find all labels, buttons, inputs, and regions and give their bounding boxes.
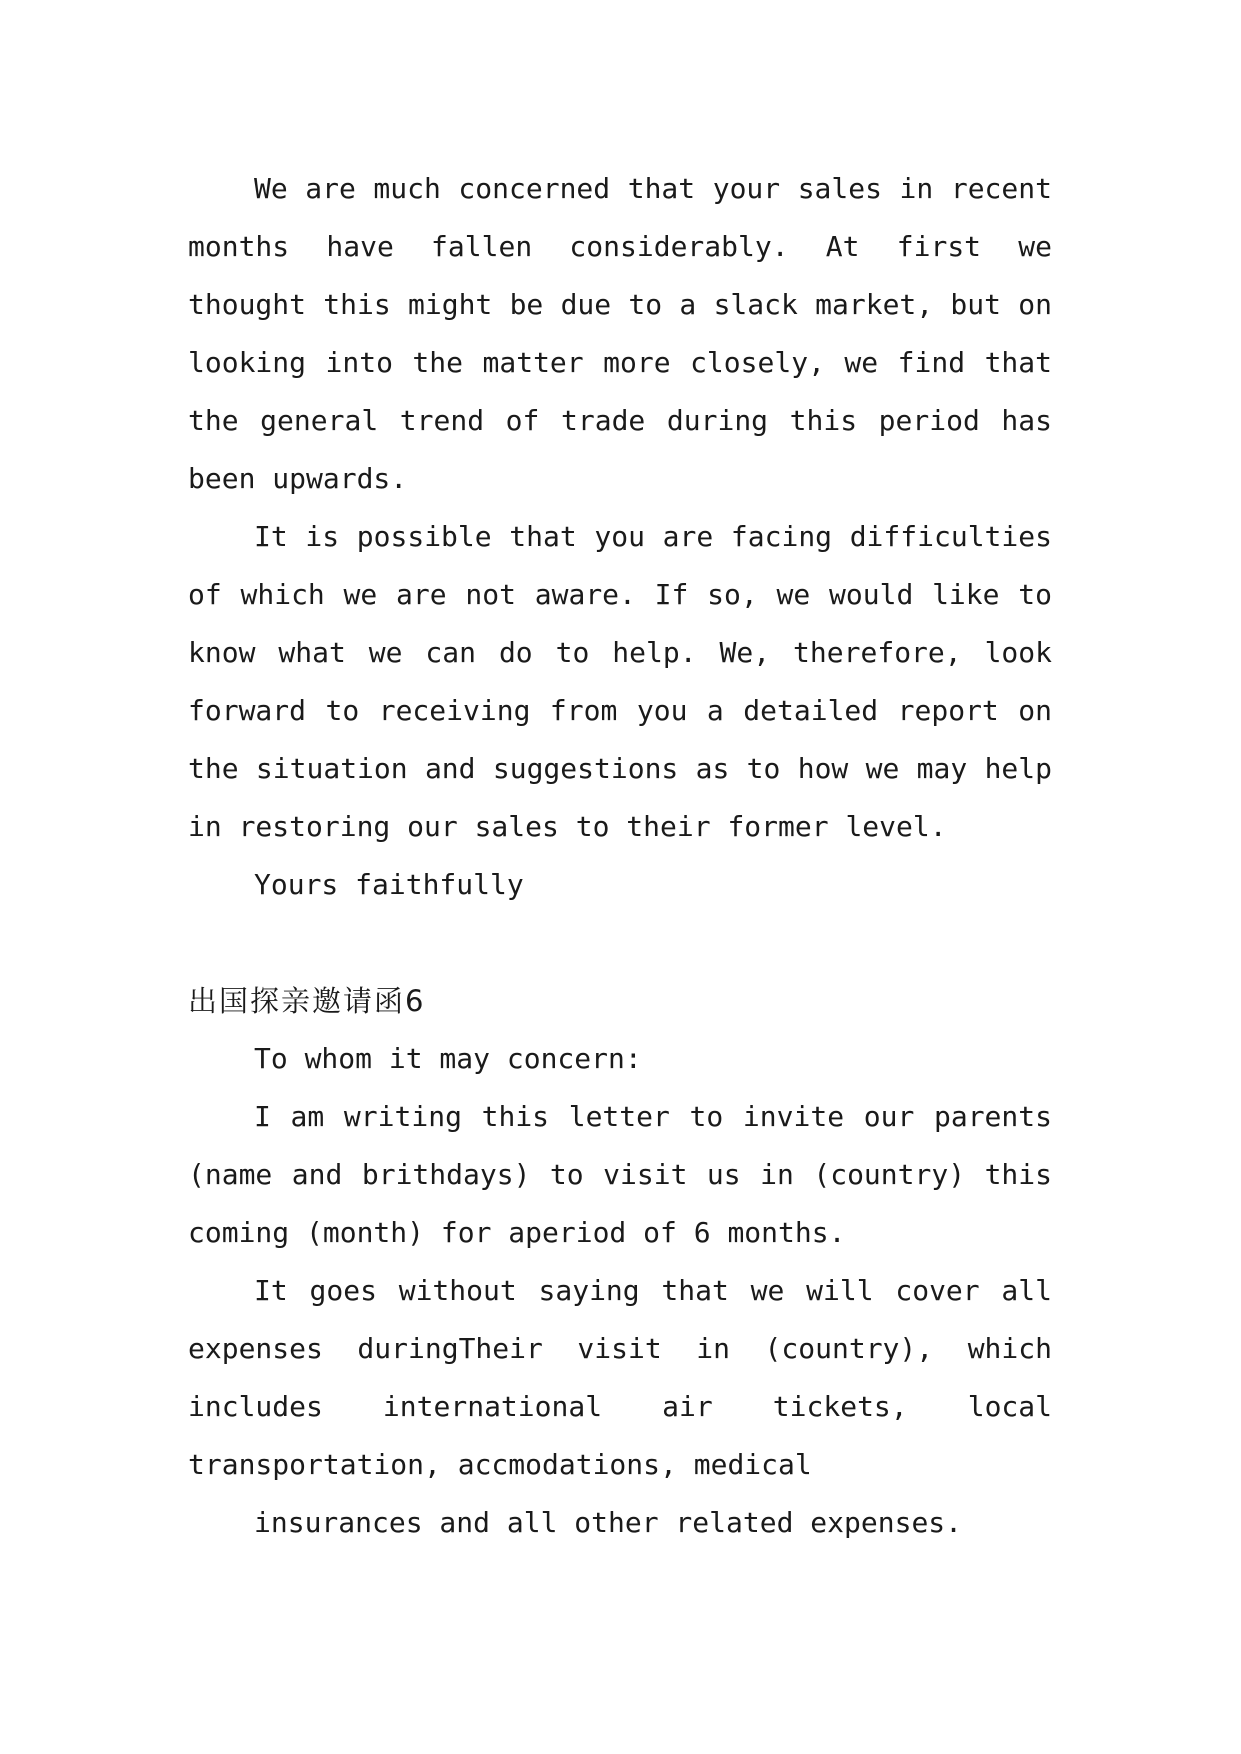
text-line: I am writing this letter to invite our parents bbox=[254, 1100, 1052, 1133]
section-heading: 出国探亲邀请函6 bbox=[188, 984, 426, 1018]
letter1-paragraph-1 bbox=[188, 160, 1052, 508]
text-line: forward to receiving from you a detailed report on bbox=[188, 694, 1052, 727]
document-body bbox=[188, 160, 1052, 1552]
letter1-paragraph-2 bbox=[188, 508, 1052, 856]
letter2-salutation: To whom it may concern: bbox=[254, 1042, 642, 1075]
section-gap bbox=[188, 914, 1052, 972]
text-line: in restoring our sales to their former level. bbox=[188, 810, 947, 843]
text-line: coming (month) for aperiod of 6 months. bbox=[188, 1216, 846, 1249]
text-line: the situation and suggestions as to how we may help bbox=[188, 752, 1052, 785]
letter2-paragraph-2 bbox=[188, 1262, 1052, 1494]
text-line: includes international air tickets, local bbox=[188, 1390, 1052, 1423]
text-line: It is possible that you are facing difficulties bbox=[254, 520, 1052, 553]
text-line: know what we can do to help. We, therefore, look bbox=[188, 636, 1052, 669]
text-line: been upwards. bbox=[188, 462, 408, 495]
letter1-closing: Yours faithfully bbox=[254, 868, 524, 901]
text-line: transportation, accmodations, medical bbox=[188, 1448, 812, 1481]
text-line: It goes without saying that we will cover all bbox=[254, 1274, 1052, 1307]
text-line: looking into the matter more closely, we find that bbox=[188, 346, 1052, 379]
text-line: the general trend of trade during this period has bbox=[188, 404, 1052, 437]
text-line: We are much concerned that your sales in recent bbox=[254, 172, 1052, 205]
text-line: expenses duringTheir visit in (country), which bbox=[188, 1332, 1052, 1365]
text-line: months have fallen considerably. At first we bbox=[188, 230, 1052, 263]
text-line: thought this might be due to a slack market, but on bbox=[188, 288, 1052, 321]
letter2-paragraph-1 bbox=[188, 1088, 1052, 1262]
text-line: (name and brithdays) to visit us in (country) this bbox=[188, 1158, 1052, 1191]
letter2-continuation: insurances and all other related expenses. bbox=[254, 1506, 963, 1539]
text-line: of which we are not aware. If so, we would like to bbox=[188, 578, 1052, 611]
